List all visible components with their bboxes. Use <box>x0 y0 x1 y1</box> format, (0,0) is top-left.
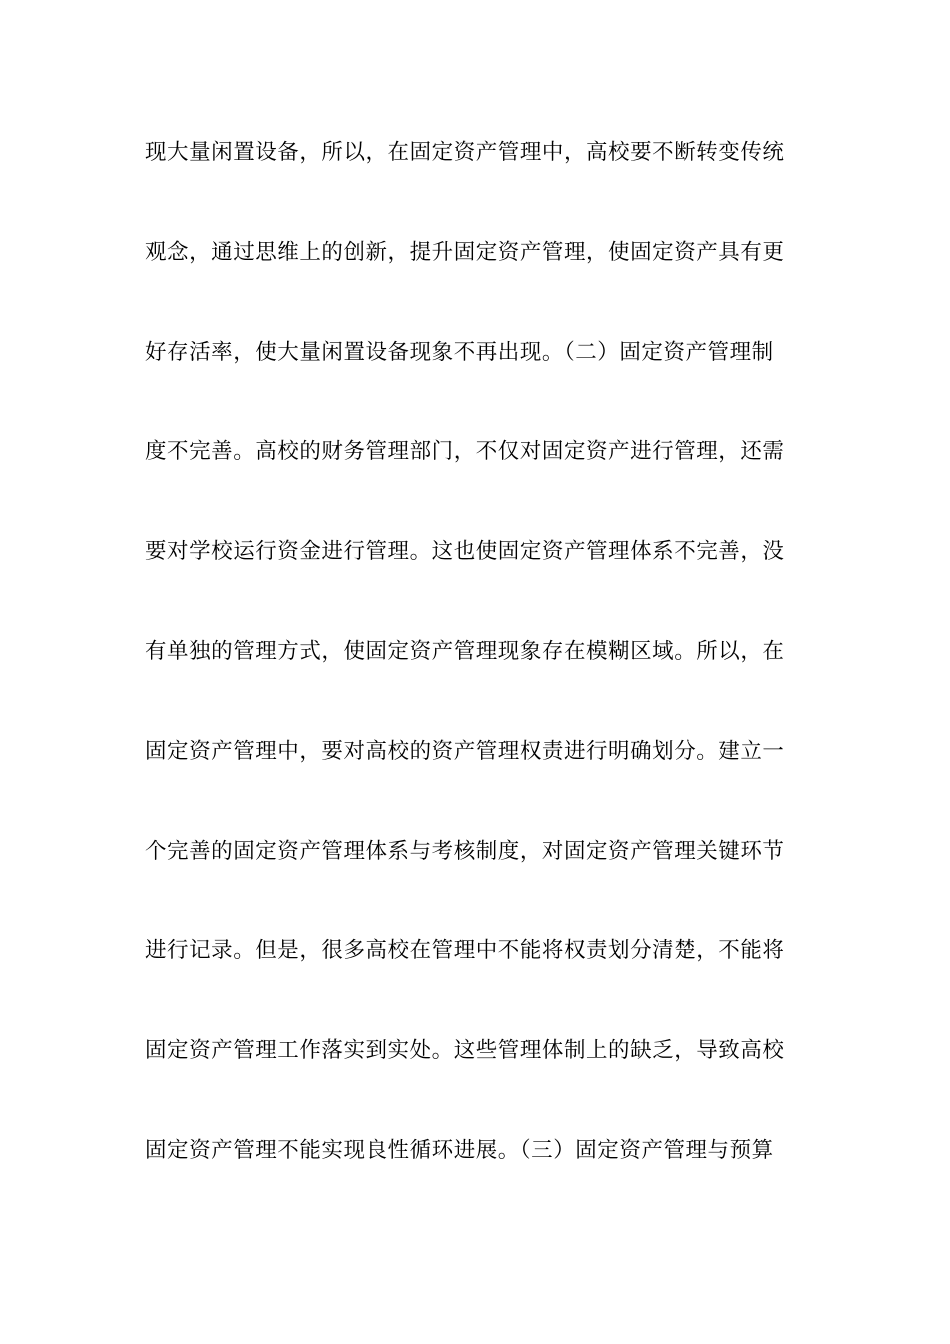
body-text <box>145 130 815 1228</box>
text-line: 进行记录。但是，很多高校在管理中不能将权责划分清楚，不能将 <box>145 938 785 964</box>
text-line: 固定资产管理不能实现良性循环进展。（三）固定资产管理与预算 <box>145 1137 774 1163</box>
text-line: 有单独的管理方式，使固定资产管理现象存在模糊区域。所以，在 <box>145 638 785 664</box>
text-line: 要对学校运行资金进行管理。这也使固定资产管理体系不完善，没 <box>145 539 785 565</box>
text-line: 现大量闲置设备，所以，在固定资产管理中，高校要不断转变传统 <box>145 140 785 165</box>
text-line: 度不完善。高校的财务管理部门，不仅对固定资产进行管理，还需 <box>145 439 785 465</box>
text-line: 观念，通过思维上的创新，提升固定资产管理，使固定资产具有更 <box>145 239 785 265</box>
text-line: 固定资产管理工作落实到实处。这些管理体制上的缺乏，导致高校 <box>145 1038 785 1064</box>
text-line: 个完善的固定资产管理体系与考核制度，对固定资产管理关键环节 <box>145 838 785 864</box>
text-line: 固定资产管理中，要对高校的资产管理权责进行明确划分。建立一 <box>145 738 785 764</box>
text-line: 好存活率，使大量闲置设备现象不再出现。（二）固定资产管理制 <box>145 339 774 365</box>
